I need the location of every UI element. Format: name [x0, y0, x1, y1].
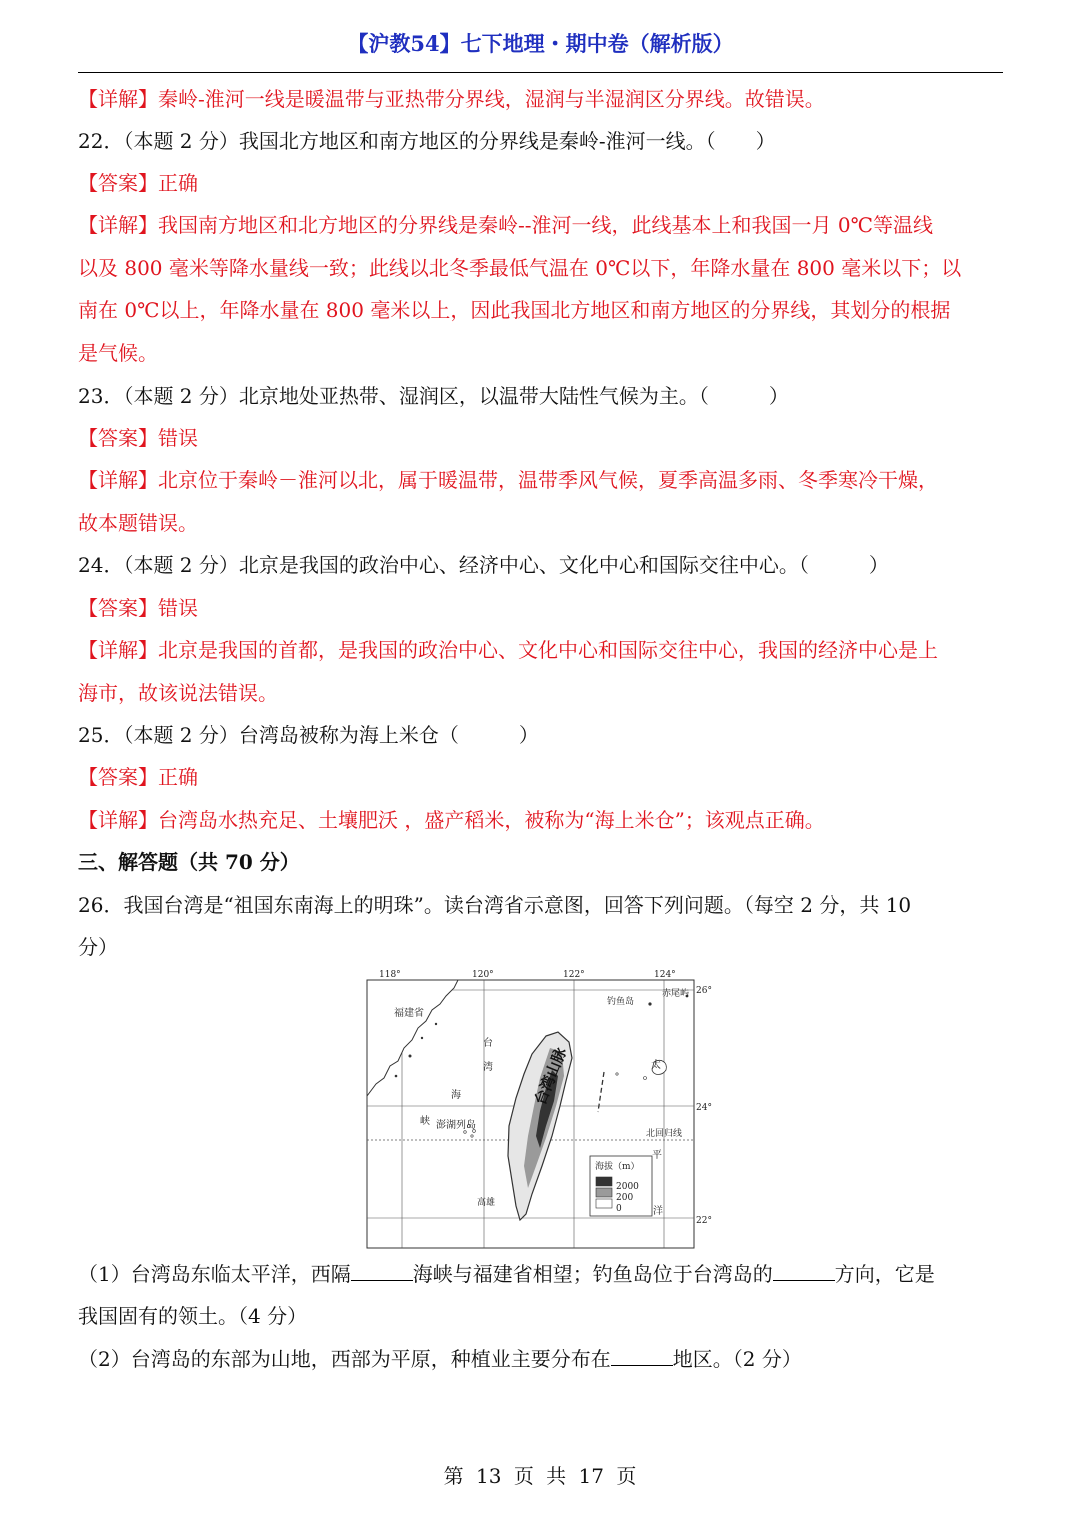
- explanation-22-line3: 南在 0℃以上，年降水量在 800 毫米以上，因此我国北方地区和南方地区的分界线，其划分的根据: [78, 298, 951, 322]
- strait-label-3: 海: [451, 1090, 461, 1101]
- answer-25: 【答案】正确: [78, 765, 198, 789]
- legend-200: 200: [616, 1193, 634, 1203]
- question-22: 22．（本题 2 分）我国北方地区和南方地区的分界线是秦岭-淮河一线。（ ）: [78, 129, 776, 153]
- question-26-line1: 26．我国台湾是“祖国东南海上的明珠”。读台湾省示意图，回答下列问题。（每空 2 分，共 10: [78, 893, 912, 917]
- lon-120-label: 120°: [472, 970, 494, 980]
- answer-blank-1[interactable]: [351, 1262, 413, 1281]
- q2-text-b: 地区。（2 分）: [672, 1347, 802, 1371]
- question-26-part1-line2: 我国固有的领土。（4 分）: [78, 1304, 308, 1328]
- diaoyu-label: 钓鱼岛: [606, 997, 634, 1007]
- strait-label-2: 湾: [483, 1062, 493, 1073]
- pacific-label-2: 平: [652, 1150, 662, 1161]
- fujian-label: 福建省: [394, 1008, 424, 1019]
- q1-text-c: 方向，它是: [834, 1262, 935, 1286]
- header-divider: [78, 72, 1003, 73]
- explanation-24-line2: 海市，故该说法错误。: [78, 681, 278, 705]
- kaohsiung-label: 高雄: [477, 1198, 496, 1208]
- answer-22: 【答案】正确: [78, 171, 198, 195]
- section-heading: 三、解答题（共 70 分）: [78, 850, 300, 874]
- answer-blank-2[interactable]: [773, 1262, 835, 1281]
- taiwan-map: [366, 966, 714, 1252]
- explanation-23-line2: 故本题错误。: [78, 511, 198, 535]
- strait-label-1: 台: [483, 1038, 493, 1049]
- question-26-part2: [78, 1345, 1003, 1373]
- explanation-23-line1: 【详解】北京位于秦岭－淮河以北，属于暖温带，温带季风气候，夏季高温多雨、冬季寒冷干燥，: [78, 468, 938, 492]
- question-23: 23．（本题 2 分）北京地处亚热带、湿润区，以温带大陆性气候为主。（ ）: [78, 384, 789, 408]
- legend-title: 海拔（m）: [595, 1162, 640, 1172]
- page-footer: 第 13 页 共 17 页: [443, 1464, 637, 1488]
- lat-24-label: 24°: [696, 1103, 712, 1113]
- explanation-22-line1: 【详解】我国南方地区和北方地区的分界线是秦岭--淮河一线，此线基本上和我国一月 0℃等温线: [78, 213, 933, 237]
- mountain-label: 台湾山脉: [531, 1045, 571, 1108]
- explanation-22-line2: 以及 800 毫米等降水量线一致；此线以北冬季最低气温在 0℃以下，年降水量在 800 毫米以下；以: [78, 256, 962, 280]
- strait-label-4: 峡: [420, 1116, 430, 1127]
- lat-22-label: 22°: [696, 1216, 712, 1226]
- diaoyu-dot: [648, 1002, 651, 1005]
- answer-24: 【答案】错误: [78, 596, 198, 620]
- question-24: 24．（本题 2 分）北京是我国的政治中心、经济中心、文化中心和国际交往中心。（ ）: [78, 553, 889, 577]
- question-26-part1-line1: [78, 1260, 1003, 1288]
- question-26-line2: 分）: [78, 935, 118, 959]
- answer-23: 【答案】错误: [78, 426, 198, 450]
- answer-blank-3[interactable]: [611, 1347, 673, 1366]
- penghu-label: 澎湖列岛: [436, 1120, 476, 1131]
- chiwei-label: 赤尾屿: [662, 989, 690, 999]
- lon-122-label: 122°: [563, 970, 585, 980]
- lat-26-label: 26°: [696, 986, 712, 996]
- tropic-label: 北回归线: [646, 1129, 683, 1139]
- legend-2000: 2000: [616, 1182, 639, 1192]
- pacific-label-3: 洋: [653, 1206, 663, 1217]
- q1-text-b: 海峡与福建省相望；钓鱼岛位于台湾岛的: [412, 1262, 773, 1286]
- elevation-legend: [590, 1156, 652, 1216]
- q2-text-a: （2）台湾岛的东部为山地，西部为平原，种植业主要分布在: [78, 1347, 611, 1371]
- pacific-label-1: 太: [651, 1060, 661, 1071]
- explanation-22-line4: 是气候。: [78, 341, 158, 365]
- page-header-title: 【沪教54】七下地理・期中卷（解析版）: [347, 31, 734, 56]
- lon-124-label: 124°: [654, 970, 676, 980]
- legend-0: 0: [616, 1204, 622, 1214]
- question-25: 25．（本题 2 分）台湾岛被称为海上米仓（ ）: [78, 723, 539, 747]
- q1-text-a: （1）台湾岛东临太平洋，西隔: [78, 1262, 351, 1286]
- explanation-25: 【详解】台湾岛水热充足、土壤肥沃 ，盛产稻米，被称为“海上米仓”；该观点正确。: [78, 808, 825, 832]
- explanation-24-line1: 【详解】北京是我国的首都，是我国的政治中心、文化中心和国际交往中心，我国的经济中心是上: [78, 638, 938, 662]
- lon-118-label: 118°: [379, 970, 401, 980]
- explanation-21: 【详解】秦岭-淮河一线是暖温带与亚热带分界线，湿润与半湿润区分界线。故错误。: [78, 87, 825, 111]
